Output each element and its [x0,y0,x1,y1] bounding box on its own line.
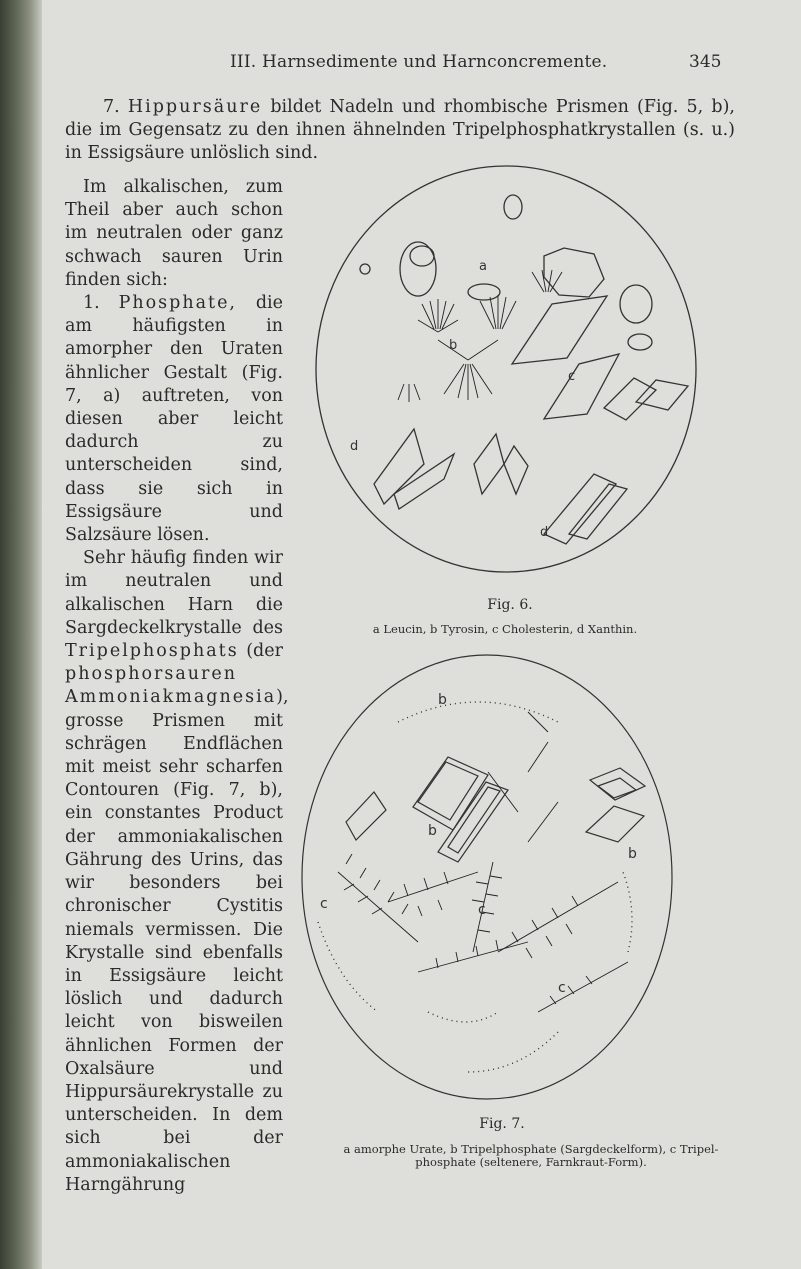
paragraph-text: die am häufigsten in amorpher den Uraten ähnlicher Gestalt (Fig. 7, a) auftreten, von diesen aber leicht dadurch zu unterscheiden sind, dass sie sich in Essigsäure und Salzsäure lösen. [65,293,283,546]
fig6-label-c: c [568,369,576,384]
fig6-label-d1: d [350,439,359,454]
figure-6-title: Fig. 6. [487,597,533,613]
left-column-text [65,176,289,1197]
figure-6 [314,164,700,584]
figure-7-caption [296,1143,766,1169]
term-phosphate: Phosphate, [118,293,237,314]
paragraph-text: (der [238,641,283,662]
figure-6-caption: a Leucin, b Tyrosin, c Cholesterin, d Xanthin. [372,622,638,636]
term-tripelphosphat: Tripelphosphats [65,641,239,662]
fig7-label-c1: c [320,896,328,912]
fig6-label-b: b [449,338,458,353]
running-head: III. Harnsedimente und Harnconcremente. [230,52,608,72]
item-number: 7. [103,97,120,117]
term-hippursaeure: Hippursäure [127,97,263,117]
figure-7-caption-line1: a amorphe Urate, b Tripelphosphate (Sargdeckelform), c Tripel- [343,1142,719,1156]
paragraph-text: ), grosse Prismen mit schrägen Endflächen mit meist sehr scharfen Contouren (Fig. 7, b), ein constantes Product der ammoniakalischen Gährung des Urins, das wir besonders bei chronischer Cystitis niemals vermissen. Die Krystalle sind ebenfalls in Essigsäure leicht löslich und dadurch leicht von bisweilen ähnlichen Formen der Oxalsäure und Hippursäurekrystalle zu unterscheiden. In dem sich bei der ammoniakalischen Harngährung [65,687,289,1195]
figure-7-title: Fig. 7. [479,1116,525,1132]
fig7-label-b2: b [428,823,437,839]
fig7-label-c2: c [478,902,486,918]
figure-7 [298,652,676,1102]
book-binding-edge [0,0,42,1269]
fig7-label-c3: c [558,980,566,996]
paragraph-text: bildet Nadeln und rhombische Prismen (Fig. 5, b), die im Gegensatz zu den ihnen ähnelnden Tripelphosphatkrystallen (s. u.) in Essigsäure unlöslich sind. [65,97,735,163]
paragraph-text: Sehr häufig finden wir im neutralen und alkalischen Harn die Sargdeckelkrystalle des [65,548,283,638]
page-number: 345 [689,52,722,72]
figure-7-caption-line2: phosphate (seltenere, Farnkraut-Form). [415,1155,647,1169]
term-ammoniakmagnesia: phosphorsauren Ammoniakmagnesia [65,664,277,708]
microscope-field-circle [302,655,672,1099]
item-number: 1. [83,293,100,314]
fig6-label-a: a [479,259,487,274]
top-paragraph [65,96,735,165]
fig6-label-d2: d [540,525,549,540]
paragraph-intro: Im alkalischen, zum Theil aber auch schon im neutralen oder ganz schwach sauren Urin finden sich: [65,177,283,290]
figure-7-illustration [298,652,676,1102]
paragraph-tripelphosphat [65,547,289,1197]
microscope-field-circle [316,166,696,572]
paragraph-phosphate [65,292,283,547]
fig7-label-b1: b [438,692,447,708]
fig7-label-b3: b [628,846,637,862]
figure-6-illustration [314,164,700,584]
